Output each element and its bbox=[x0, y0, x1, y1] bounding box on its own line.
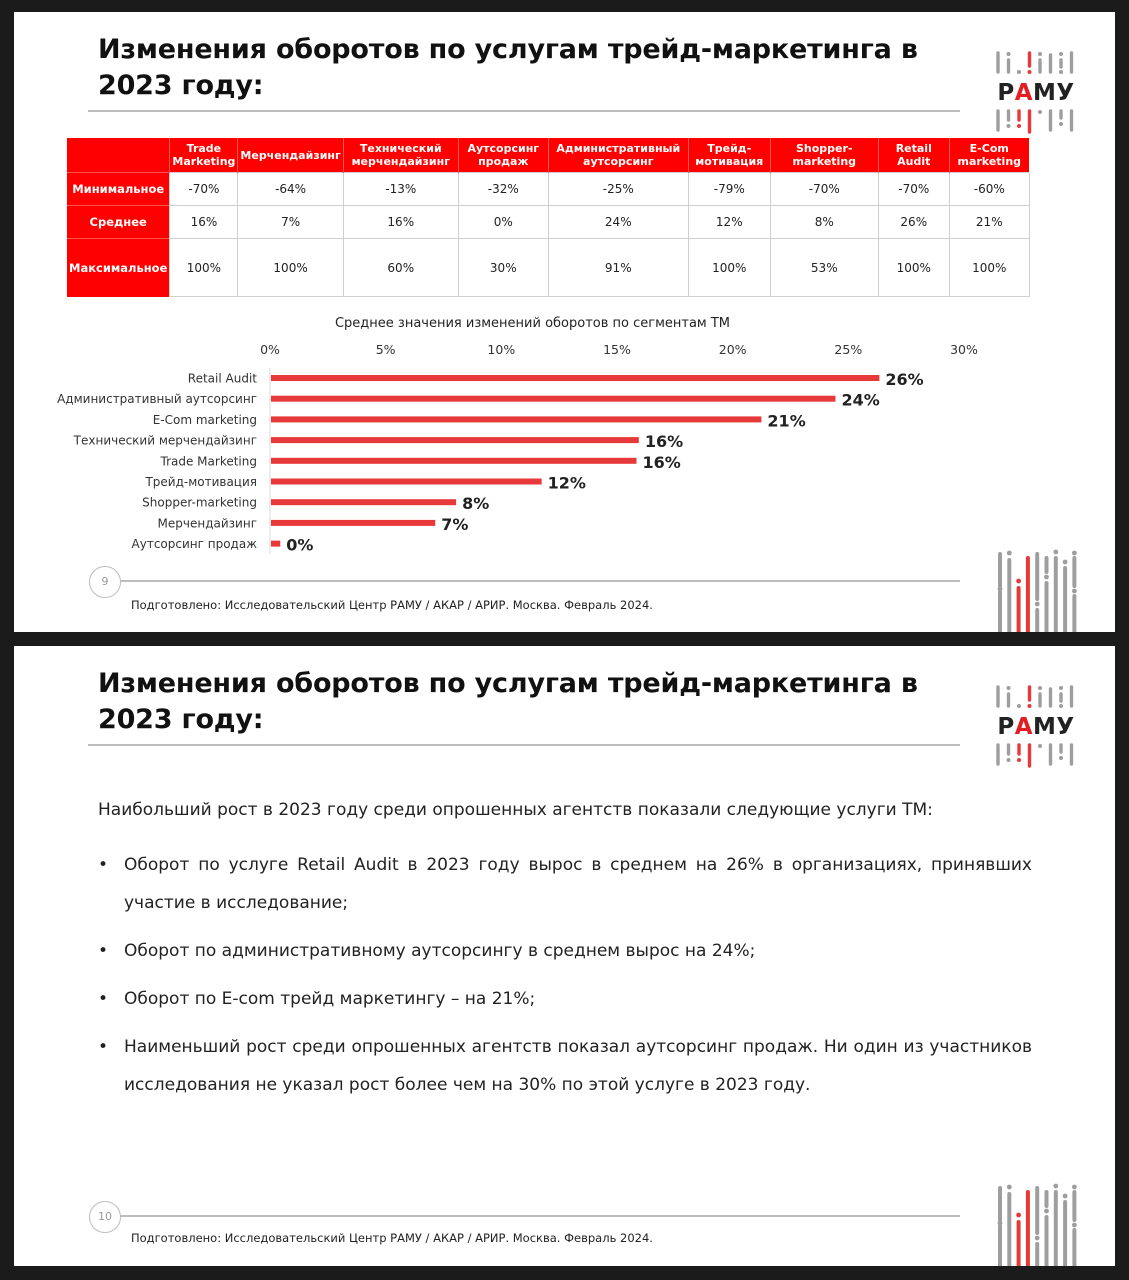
bar bbox=[271, 499, 456, 505]
x-tick-label: 5% bbox=[375, 342, 396, 357]
table-cell: 8% bbox=[770, 206, 878, 239]
logo-bars-bottom-icon bbox=[994, 108, 1078, 134]
category-label: Аутсорсинг продаж bbox=[131, 537, 257, 552]
logo-dot bbox=[1017, 70, 1021, 74]
deco-dot bbox=[1063, 1194, 1068, 1199]
logo-dot bbox=[1017, 704, 1021, 708]
table-cell: -70% bbox=[770, 173, 878, 206]
category-label: Технический мерчендайзинг bbox=[73, 433, 257, 448]
title-divider bbox=[88, 110, 960, 112]
table-cell: 100% bbox=[949, 239, 1029, 297]
footer-divider bbox=[118, 1215, 960, 1217]
table-cell: 100% bbox=[170, 239, 238, 297]
x-tick-label: 30% bbox=[950, 342, 978, 357]
table-cell: -79% bbox=[688, 173, 770, 206]
deco-dot bbox=[1035, 1236, 1040, 1241]
turnover-table bbox=[67, 138, 1030, 297]
table-cell: 100% bbox=[688, 239, 770, 297]
data-label: 24% bbox=[841, 390, 880, 410]
table-cell: 12% bbox=[688, 206, 770, 239]
logo-dot bbox=[1059, 52, 1063, 56]
ramu-logo bbox=[994, 684, 1078, 770]
table-cell: -70% bbox=[170, 173, 238, 206]
x-tick-label: 0% bbox=[260, 342, 280, 357]
table-cell: 91% bbox=[548, 239, 688, 297]
logo-dot bbox=[1017, 124, 1021, 128]
list-item: • Оборот по услуге Retail Audit в 2023 году вырос в среднем на 26% в организациях, принявших участие в исследование; bbox=[98, 846, 1032, 922]
slide-title: Изменения оборотов по услугам трейд-маркетинга в 2023 году: bbox=[98, 668, 918, 735]
bar bbox=[271, 416, 761, 422]
findings-list bbox=[98, 846, 1032, 1114]
logo-bars-bottom-icon bbox=[994, 742, 1078, 768]
table-cell: -13% bbox=[343, 173, 458, 206]
bar bbox=[271, 541, 280, 547]
column-header: Административный аутсорсинг bbox=[548, 138, 688, 173]
category-label: E-Com marketing bbox=[152, 412, 257, 427]
logo-bars-top-icon bbox=[994, 50, 1078, 76]
bar bbox=[271, 396, 835, 402]
table-cell: 60% bbox=[343, 239, 458, 297]
logo-dot bbox=[1059, 704, 1063, 708]
table-cell: -60% bbox=[949, 173, 1029, 206]
table-cell: 26% bbox=[878, 206, 949, 239]
deco-dot bbox=[1035, 602, 1040, 607]
table-corner bbox=[67, 138, 170, 173]
column-header: Аутсорсинг продаж bbox=[458, 138, 548, 173]
table-cell: -32% bbox=[458, 173, 548, 206]
logo-dot bbox=[1007, 686, 1011, 690]
list-item: • Оборот по административному аутсорсингу в среднем вырос на 24%; bbox=[98, 932, 1032, 970]
logo-dot bbox=[1007, 52, 1011, 56]
deco-dot bbox=[1072, 589, 1077, 594]
x-tick-label: 20% bbox=[718, 342, 747, 357]
table-row bbox=[67, 239, 1029, 297]
list-item: • Оборот по E-com трейд маркетингу – на 21%; bbox=[98, 980, 1032, 1018]
footer-divider bbox=[118, 580, 960, 582]
logo-text bbox=[994, 80, 1078, 106]
deco-dot bbox=[1016, 579, 1021, 584]
logo-dot bbox=[1028, 704, 1032, 708]
bar bbox=[271, 375, 879, 381]
deco-dot bbox=[1044, 1209, 1049, 1214]
bar bbox=[271, 479, 542, 485]
x-tick-label: 10% bbox=[487, 342, 516, 357]
column-header: Trade Marketing bbox=[170, 138, 238, 173]
data-label: 0% bbox=[286, 535, 314, 555]
table-cell: 16% bbox=[170, 206, 238, 239]
table-cell: 53% bbox=[770, 239, 878, 297]
category-label: Административный аутсорсинг bbox=[57, 392, 257, 407]
data-label: 21% bbox=[767, 411, 806, 431]
table-cell: -64% bbox=[238, 173, 343, 206]
chart-title: Среднее значения изменений оборотов по сегментам ТМ bbox=[334, 316, 731, 331]
column-header: Технический мерчендайзинг bbox=[343, 138, 458, 173]
logo-letter-p: Р bbox=[997, 80, 1015, 106]
page-number: 10 bbox=[89, 1201, 121, 1233]
column-header: Retail Audit bbox=[878, 138, 949, 173]
footer-source: Подготовлено: Исследовательский Центр РАМУ / АКАР / АРИР. Москва. Февраль 2024. bbox=[131, 598, 653, 612]
title-divider bbox=[88, 744, 960, 746]
deco-dot bbox=[998, 587, 1003, 592]
deco-dot bbox=[1072, 1185, 1077, 1190]
logo-dot bbox=[1038, 52, 1042, 56]
deco-dot bbox=[998, 1221, 1003, 1226]
deco-dot bbox=[1072, 551, 1077, 556]
category-label: Trade Marketing bbox=[160, 454, 257, 469]
logo-letters-mu: МУ bbox=[1033, 80, 1075, 106]
logo-dot bbox=[1059, 756, 1063, 760]
list-item: • Наименьший рост среди опрошенных агентств показал аутсорсинг продаж. Ни один из участников исследования не указал рост более чем на 30% по этой услуге в 2023 году. bbox=[98, 1028, 1032, 1104]
logo-dot bbox=[1059, 122, 1063, 126]
logo-dot bbox=[1059, 686, 1063, 690]
bar bbox=[271, 520, 435, 526]
table-cell: 16% bbox=[343, 206, 458, 239]
page-number: 9 bbox=[89, 566, 121, 598]
x-tick-label: 25% bbox=[834, 342, 863, 357]
table-cell: 24% bbox=[548, 206, 688, 239]
footer-source: Подготовлено: Исследовательский Центр РАМУ / АКАР / АРИР. Москва. Февраль 2024. bbox=[131, 1231, 653, 1245]
table-cell: 7% bbox=[238, 206, 343, 239]
logo-dot bbox=[1007, 758, 1011, 762]
bar bbox=[271, 458, 637, 464]
row-header: Максимальное bbox=[67, 239, 170, 297]
bar bbox=[271, 437, 639, 443]
column-header: E-Com marketing bbox=[949, 138, 1029, 173]
deco-dot bbox=[1016, 1213, 1021, 1218]
category-label: Retail Audit bbox=[187, 371, 257, 386]
logo-dot bbox=[1059, 70, 1063, 74]
category-label: Мерчендайзинг bbox=[157, 516, 257, 531]
table-cell: -70% bbox=[878, 173, 949, 206]
data-label: 16% bbox=[644, 432, 684, 452]
deco-dot bbox=[1053, 1184, 1058, 1189]
table-cell: -25% bbox=[548, 173, 688, 206]
logo-letter-p: Р bbox=[997, 714, 1015, 740]
table-cell: 0% bbox=[458, 206, 548, 239]
row-header: Среднее bbox=[67, 206, 170, 239]
deco-dot bbox=[1072, 1223, 1077, 1228]
logo-letter-a: А bbox=[1014, 714, 1034, 740]
table-header-row bbox=[67, 138, 1029, 173]
decorative-bars-icon bbox=[996, 1182, 1080, 1266]
table-cell: 30% bbox=[458, 239, 548, 297]
logo-dot bbox=[1038, 744, 1042, 748]
intro-text: Наибольший рост в 2023 году среди опрошенных агентств показали следующие услуги ТМ: bbox=[98, 800, 933, 820]
table-row bbox=[67, 206, 1029, 239]
table-cell: 100% bbox=[878, 239, 949, 297]
data-label: 16% bbox=[642, 452, 681, 472]
column-header: Мерчендайзинг bbox=[238, 138, 343, 173]
x-tick-label: 15% bbox=[603, 342, 631, 357]
data-label: 7% bbox=[441, 514, 469, 534]
bar-chart bbox=[14, 332, 1014, 562]
category-label: Трейд-мотивация bbox=[145, 475, 257, 489]
logo-dot bbox=[1038, 110, 1042, 114]
decorative-bars-icon bbox=[996, 548, 1080, 632]
chart-title-wrap bbox=[14, 316, 1115, 331]
logo-text bbox=[994, 714, 1078, 740]
ramu-logo bbox=[994, 50, 1078, 136]
table-cell: 21% bbox=[949, 206, 1029, 239]
data-label: 26% bbox=[885, 370, 924, 389]
data-label: 8% bbox=[462, 494, 490, 514]
data-label: 12% bbox=[547, 473, 586, 493]
slide-9 bbox=[14, 12, 1115, 632]
column-header: Трейд-мотивация bbox=[688, 138, 770, 173]
logo-bars-top-icon bbox=[994, 684, 1078, 710]
logo-dot bbox=[1028, 70, 1032, 74]
deco-dot bbox=[1053, 550, 1058, 555]
table-cell: 100% bbox=[238, 239, 343, 297]
slide-10 bbox=[14, 646, 1115, 1266]
logo-dot bbox=[1017, 758, 1021, 762]
column-header: Shopper-marketing bbox=[770, 138, 878, 173]
deco-dot bbox=[1063, 560, 1068, 565]
slide-title: Изменения оборотов по услугам трейд-маркетинга в 2023 году: bbox=[98, 34, 918, 101]
deco-dot bbox=[1007, 1185, 1012, 1190]
logo-dot bbox=[1038, 686, 1042, 690]
logo-letters-mu: МУ bbox=[1033, 714, 1075, 740]
deco-dot bbox=[1007, 551, 1012, 556]
deco-dot bbox=[1044, 575, 1049, 580]
row-header: Минимальное bbox=[67, 173, 170, 206]
logo-letter-a: А bbox=[1014, 80, 1034, 106]
table-row bbox=[67, 173, 1029, 206]
logo-dot bbox=[1007, 124, 1011, 128]
category-label: Shopper-marketing bbox=[142, 495, 257, 510]
